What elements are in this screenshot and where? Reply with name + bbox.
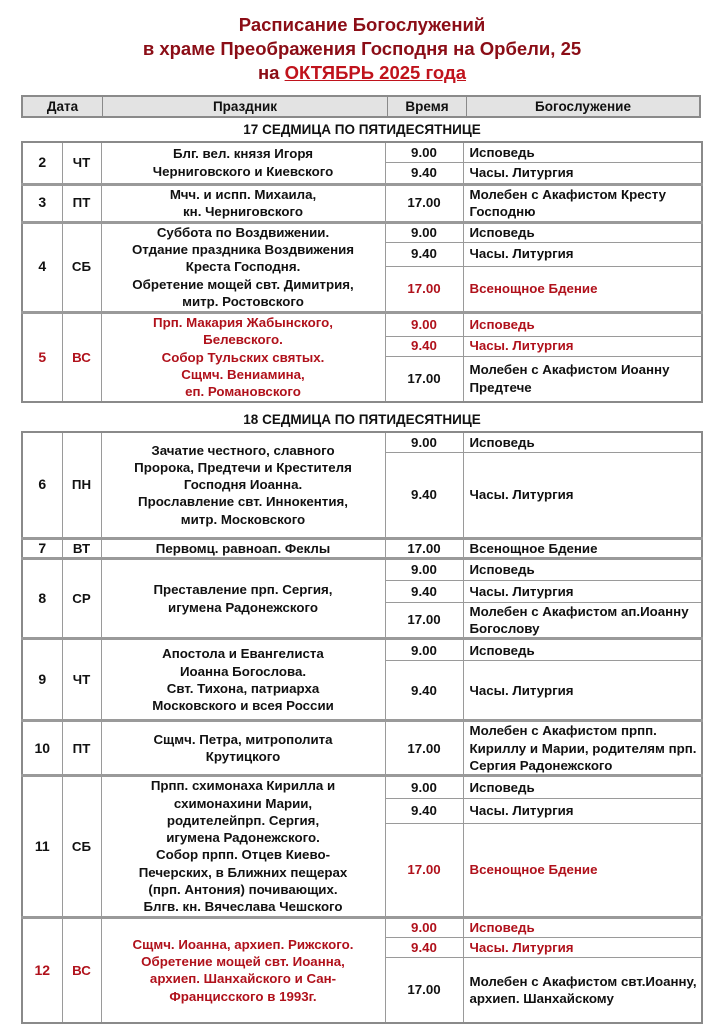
service-time: 17.00 [385,266,463,312]
schedule-block [21,431,703,1024]
service-name: Молебен с Акафистом ап.Иоанну Богослову [463,602,702,639]
service-time: 9.40 [385,336,463,356]
holiday-cell [101,142,385,184]
service-name: Молебен с Акафистом свт.Иоанну, архиеп. Шанхайскому [463,957,702,1023]
service-time: 9.40 [385,937,463,957]
schedule-row [22,312,702,336]
day-number: 11 [22,776,62,917]
holiday-line: Пророка, Предтечи и Крестителя [134,459,352,475]
holiday-line: Мчч. и испп. Михаила, [169,186,317,202]
holiday-line: Свт. Тихона, патриарха [166,680,320,696]
service-time: 9.00 [385,432,463,452]
holiday-line: Собор прпп. Отцев Киево- [155,847,330,863]
holiday-line: митр. Московского [180,511,306,527]
holiday-line: Обретение мощей свт. Димитрия, [132,276,354,292]
service-name: Часы. Литургия [463,162,702,184]
holiday-line: игумена Радонежского [168,599,318,615]
weekday: СБ [62,776,101,917]
service-time: 9.00 [385,776,463,799]
holiday-line: Блг. вел. князя Игоря [172,146,314,162]
service-name: Всенощное Бдение [463,824,702,918]
weekday: ПТ [62,184,101,222]
holiday-cell [101,312,385,402]
week-heading: 18 СЕДМИЦА ПО ПЯТИДЕСЯТНИЦЕ [243,412,481,427]
schedule-row [22,917,702,937]
week-heading: 17 СЕДМИЦА ПО ПЯТИДЕСЯТНИЦЕ [243,122,481,137]
service-time: 17.00 [385,957,463,1023]
holiday-cell [101,432,385,538]
service-name: Часы. Литургия [463,452,702,538]
service-name: Молебен с Акафистом Иоанну Предтече [463,356,702,402]
schedule-row [22,142,702,162]
holiday-line: Обретение мощей свт. Иоанна, [141,954,345,970]
holiday-line: Первомц. равноап. Феклы [155,540,331,556]
day-number: 4 [22,222,62,312]
holiday-line: Черниговского и Киевского [152,163,334,179]
service-name: Исповедь [463,312,702,336]
holiday-line: Сщмч. Иоанна, архиеп. Рижского. [132,936,354,952]
day-number: 10 [22,721,62,776]
holiday-line: игумена Радонежского. [166,830,320,846]
service-time: 9.40 [385,452,463,538]
service-time: 9.40 [385,242,463,266]
holiday-line: кн. Черниговского [183,204,303,219]
service-time: 9.40 [385,661,463,721]
service-time: 9.00 [385,312,463,336]
month-label: ОКТЯБРЬ 2025 года [284,62,467,83]
service-name: Часы. Литургия [463,336,702,356]
schedule-row [22,776,702,799]
weekday: ВТ [62,538,101,558]
holiday-cell [101,917,385,1023]
weekday: ВС [62,917,101,1023]
service-time: 9.40 [385,799,463,824]
day-number: 2 [22,142,62,184]
holiday-line: (прп. Антония) почивающих. [148,882,338,898]
service-name: Молебен с Акафистом прпп. Кириллу и Марии, родителям прп. Сергия Радонежского [463,721,702,776]
column-service: Богослужение [535,99,631,114]
day-number: 8 [22,558,62,639]
holiday-line: Креста Господня. [185,259,301,275]
schedule-row [22,222,702,242]
day-number: 5 [22,312,62,402]
schedule-row [22,432,702,452]
schedule-title: Расписание Богослужений [238,14,486,35]
service-time: 17.00 [385,824,463,918]
schedule-block [21,141,703,403]
schedule-row [22,538,702,558]
service-name: Всенощное Бдение [463,266,702,312]
holiday-line: Прпп. схимонаха Кирилла и [150,778,336,794]
month-prefix: на [257,62,285,83]
table-header [21,95,701,118]
schedule-row [22,558,702,580]
service-time: 9.00 [385,222,463,242]
day-number: 12 [22,917,62,1023]
service-time: 17.00 [385,538,463,558]
service-name: Молебен с Акафистом Кресту Господню [463,184,702,222]
service-name: Исповедь [463,776,702,799]
service-name: Исповедь [463,917,702,937]
service-name: Исповедь [463,639,702,661]
holiday-line: митр. Ростовского [182,293,304,309]
holiday-line: Прославление свт. Иннокентия, [138,494,348,510]
holiday-line: еп. Романовского [185,384,301,400]
holiday-line: Иоанна Богослова. [179,663,307,679]
service-time: 17.00 [385,602,463,639]
column-time: Время [388,97,467,116]
column-date: Дата [23,97,103,116]
day-number: 7 [22,538,62,558]
church-name: в храме Преображения Господня на Орбели, 25 [142,38,582,59]
service-name: Исповедь [463,558,702,580]
schedule-month-line [0,61,724,85]
column-holiday: Праздник [103,97,388,116]
service-time: 9.40 [385,580,463,602]
service-name: Исповедь [463,432,702,452]
schedule-row [22,721,702,776]
holiday-line: Собор Тульских святых. [161,349,325,365]
schedule-row [22,639,702,661]
holiday-line: Отдание праздника Воздвижения [131,242,355,258]
holiday-line: родителейпрп. Сергия, [166,812,320,828]
service-time: 9.00 [385,558,463,580]
holiday-line: Суббота по Воздвижении. [156,224,330,240]
day-number: 3 [22,184,62,222]
holiday-cell [101,639,385,721]
holiday-line: Крутицкого [205,749,281,765]
holiday-cell [101,184,385,222]
service-time: 9.00 [385,142,463,162]
service-time: 9.00 [385,639,463,661]
holiday-cell [101,222,385,312]
weekday: ПТ [62,721,101,776]
weekday: ВС [62,312,101,402]
schedule-row [22,184,702,222]
weekday: СБ [62,222,101,312]
weekday: ЧТ [62,639,101,721]
service-name: Часы. Литургия [463,580,702,602]
holiday-line: схимонахини Марии, [173,795,313,811]
holiday-line: Францисского в 1993г. [169,988,317,1004]
holiday-cell [101,721,385,776]
service-time: 9.00 [385,917,463,937]
weekday: СР [62,558,101,639]
service-time: 17.00 [385,184,463,222]
service-name: Всенощное Бдение [463,538,702,558]
holiday-line: архиеп. Шанхайского и Сан- [149,971,337,987]
service-name: Исповедь [463,142,702,162]
holiday-cell [101,776,385,917]
holiday-line: Зачатие честного, славного [151,442,335,458]
holiday-line: Печерских, в Ближних пещерах [138,864,348,880]
service-name: Часы. Литургия [463,242,702,266]
holiday-line: Господня Иоанна. [183,477,303,493]
weekday: ПН [62,432,101,538]
holiday-line: Сщмч. Петра, митрополита [153,732,333,748]
holiday-line: Московского и всея России [152,698,334,714]
holiday-cell [101,558,385,639]
service-time: 17.00 [385,721,463,776]
service-name: Часы. Литургия [463,937,702,957]
holiday-line: Преставление прп. Сергия, [153,582,333,598]
service-time: 17.00 [385,356,463,402]
holiday-line: Апостола и Евангелиста [162,646,324,662]
holiday-cell [101,538,385,558]
day-number: 6 [22,432,62,538]
service-name: Часы. Литургия [463,799,702,824]
weekday: ЧТ [62,142,101,184]
holiday-line: Белевского. [203,332,283,348]
service-name: Часы. Литургия [463,661,702,721]
holiday-line: Сщмч. Вениамина, [181,366,305,382]
service-name: Исповедь [463,222,702,242]
service-time: 9.40 [385,162,463,184]
day-number: 9 [22,639,62,721]
holiday-line: Блгв. кн. Вячеслава Чешского [143,899,343,915]
holiday-line: Прп. Макария Жабынского, [153,315,333,330]
